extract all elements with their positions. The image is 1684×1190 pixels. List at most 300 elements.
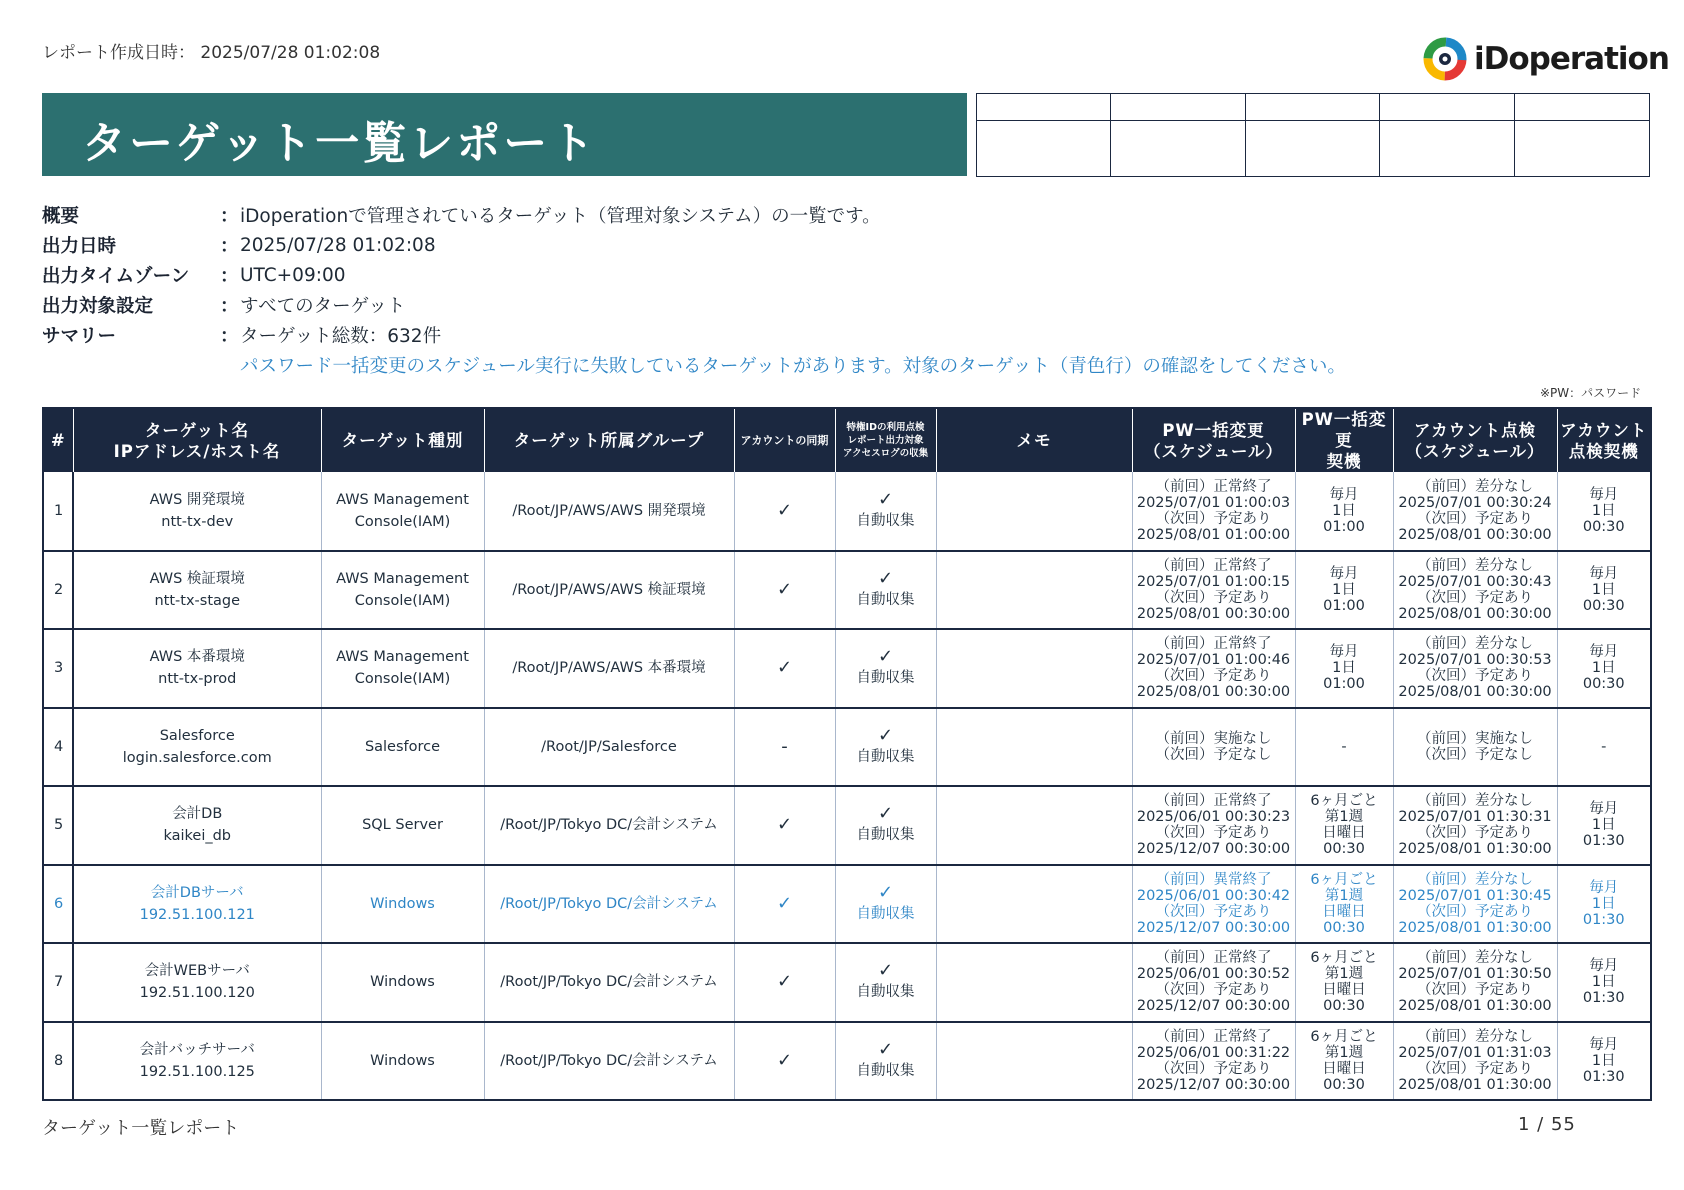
auto-collect-label: 自動収集 bbox=[856, 984, 915, 1001]
schedule-line: 2025/07/01 01:00:03 bbox=[1136, 494, 1291, 511]
cell-pw-trigger bbox=[1295, 551, 1393, 630]
col-header-line: 点検契機 bbox=[1568, 441, 1639, 461]
cell-target-type bbox=[321, 865, 484, 944]
trigger-line: 1日 bbox=[1591, 502, 1616, 519]
cell-target-type bbox=[321, 1022, 484, 1101]
footer-report-title: ターゲット一覧レポート bbox=[42, 1118, 240, 1139]
col-header-target-name bbox=[73, 408, 321, 472]
cell-target-name bbox=[73, 708, 321, 787]
cell-privileged-id bbox=[835, 1022, 936, 1101]
target-type-line: SQL Server bbox=[362, 817, 443, 834]
trigger-line: 6ヶ月ごと bbox=[1310, 871, 1378, 888]
stamp-header-cell bbox=[977, 94, 1111, 121]
target-type-line: AWS Management bbox=[336, 491, 469, 508]
cell-target-group: /Root/JP/AWS/AWS 開発環境 bbox=[484, 472, 734, 551]
trigger-line: 00:30 bbox=[1582, 597, 1625, 614]
cell-privileged-id bbox=[835, 708, 936, 787]
cell-account-sync bbox=[734, 1022, 835, 1101]
target-host: 192.51.100.120 bbox=[139, 985, 255, 1002]
check-icon: ✓ bbox=[877, 881, 894, 903]
col-header-line: アカウント bbox=[1560, 420, 1648, 440]
info-colon: ： bbox=[220, 236, 239, 257]
cell-account-check-trigger bbox=[1557, 943, 1651, 1022]
trigger-line: 01:00 bbox=[1323, 597, 1365, 614]
auto-collect-label: 自動収集 bbox=[856, 512, 915, 529]
trigger-line: 第1週 bbox=[1324, 1044, 1364, 1061]
cell-target-group: /Root/JP/Tokyo DC/会計システム bbox=[484, 943, 734, 1022]
cell-pw-schedule bbox=[1132, 1022, 1295, 1101]
stamp-cell bbox=[1380, 121, 1514, 176]
cell-target-group: /Root/JP/Salesforce bbox=[484, 708, 734, 787]
table-row bbox=[43, 708, 1651, 787]
cell-target-name bbox=[73, 551, 321, 630]
schedule-line: （前回）正常終了 bbox=[1155, 793, 1272, 810]
cell-target-name bbox=[73, 472, 321, 551]
summary-warning: パスワード一括変更のスケジュール実行に失敗しているターゲットがあります。対象のターゲット（青色行）の確認をしてください。 bbox=[240, 356, 1346, 377]
cell-account-check-trigger bbox=[1557, 708, 1651, 787]
info-key: サマリー bbox=[42, 326, 117, 347]
check-icon: ✓ bbox=[776, 578, 793, 600]
report-info-section bbox=[42, 200, 1346, 380]
schedule-line: 2025/07/01 01:30:31 bbox=[1398, 809, 1552, 826]
trigger-line: 第1週 bbox=[1324, 809, 1364, 826]
trigger-line: 第1週 bbox=[1324, 966, 1364, 983]
cell-privileged-id bbox=[835, 865, 936, 944]
trigger-line: 01:30 bbox=[1582, 990, 1625, 1007]
report-title: ターゲット一覧レポート bbox=[82, 118, 598, 169]
approval-stamp-grid bbox=[976, 93, 1650, 177]
schedule-line: （次回）予定あり bbox=[1155, 982, 1272, 999]
target-host: kaikei_db bbox=[163, 828, 232, 845]
info-key: 概要 bbox=[42, 206, 80, 227]
target-name: AWS 開発環境 bbox=[149, 491, 245, 508]
cell-target-group: /Root/JP/Tokyo DC/会計システム bbox=[484, 1022, 734, 1101]
schedule-line: 2025/08/01 01:30:00 bbox=[1398, 841, 1552, 858]
cell-memo bbox=[936, 708, 1132, 787]
col-header-line: PW一括変更 bbox=[1301, 410, 1387, 450]
col-header-account-check-schedule bbox=[1393, 408, 1557, 472]
idoperation-logo bbox=[1420, 34, 1669, 84]
info-key: 出力対象設定 bbox=[42, 296, 154, 317]
trigger-line: 日曜日 bbox=[1322, 903, 1366, 920]
schedule-line: （前回）異常終了 bbox=[1155, 871, 1272, 888]
auto-collect-label: 自動収集 bbox=[856, 748, 915, 765]
target-name: AWS 本番環境 bbox=[149, 649, 245, 666]
target-type-line: Windows bbox=[370, 895, 435, 912]
target-type-line: Windows bbox=[370, 1052, 435, 1069]
schedule-line: （前回）正常終了 bbox=[1155, 636, 1272, 653]
info-colon: ： bbox=[220, 326, 239, 347]
target-type-line: Salesforce bbox=[364, 738, 441, 755]
cell-account-check-trigger bbox=[1557, 786, 1651, 865]
target-type-line: Console(IAM) bbox=[354, 592, 451, 609]
cell-account-check-schedule bbox=[1393, 1022, 1557, 1101]
schedule-line: （次回）予定あり bbox=[1417, 1060, 1533, 1077]
report-created-timestamp bbox=[42, 38, 380, 63]
schedule-line: （次回）予定あり bbox=[1155, 510, 1272, 527]
cell-number: 7 bbox=[43, 943, 73, 1022]
trigger-line: 毎月 bbox=[1589, 486, 1619, 503]
cell-target-type bbox=[321, 472, 484, 551]
cell-memo bbox=[936, 943, 1132, 1022]
logo-ring-icon bbox=[1420, 34, 1470, 84]
col-header-line: （スケジュール） bbox=[1143, 441, 1283, 461]
trigger-line: 毎月 bbox=[1589, 879, 1619, 896]
trigger-line: 01:00 bbox=[1323, 676, 1365, 693]
cell-account-check-schedule bbox=[1393, 865, 1557, 944]
cell-pw-trigger bbox=[1295, 629, 1393, 708]
col-header-line: PW一括変更 bbox=[1162, 420, 1265, 440]
cell-pw-schedule bbox=[1132, 708, 1295, 787]
trigger-line: 毎月 bbox=[1329, 486, 1359, 503]
trigger-line: 00:30 bbox=[1323, 998, 1365, 1015]
cell-pw-trigger bbox=[1295, 1022, 1393, 1101]
schedule-line: 2025/06/01 00:30:52 bbox=[1136, 966, 1291, 983]
info-value: iDoperationで管理されているターゲット（管理対象システム）の一覧です。 bbox=[240, 206, 881, 227]
schedule-line: （前回）差分なし bbox=[1417, 950, 1533, 967]
trigger-line: 毎月 bbox=[1589, 1036, 1619, 1053]
cell-memo bbox=[936, 786, 1132, 865]
cell-number: 1 bbox=[43, 472, 73, 551]
info-colon: ： bbox=[220, 296, 239, 317]
schedule-line: （次回）予定あり bbox=[1155, 903, 1272, 920]
cell-pw-trigger bbox=[1295, 786, 1393, 865]
cell-target-group: /Root/JP/AWS/AWS 本番環境 bbox=[484, 629, 734, 708]
trigger-line: 日曜日 bbox=[1322, 982, 1366, 999]
trigger-line: 1日 bbox=[1332, 581, 1356, 598]
cell-pw-schedule bbox=[1132, 865, 1295, 944]
info-key: 出力タイムゾーン bbox=[42, 266, 190, 287]
check-icon: ✓ bbox=[877, 488, 894, 510]
cell-memo bbox=[936, 865, 1132, 944]
table-row bbox=[43, 1022, 1651, 1101]
trigger-line: 1日 bbox=[1591, 1052, 1616, 1069]
cell-account-sync bbox=[734, 629, 835, 708]
target-host: ntt-tx-stage bbox=[154, 592, 241, 609]
stamp-cell bbox=[977, 121, 1111, 176]
created-value: 2025/07/28 01:02:08 bbox=[200, 43, 381, 63]
cell-account-check-schedule bbox=[1393, 708, 1557, 787]
stamp-header-cell bbox=[1246, 94, 1380, 121]
trigger-line: - bbox=[1341, 738, 1347, 755]
info-value: UTC+09:00 bbox=[240, 264, 346, 286]
target-table-body bbox=[43, 472, 1651, 1100]
trigger-line: 00:30 bbox=[1582, 518, 1625, 535]
trigger-line: 1日 bbox=[1332, 660, 1356, 677]
check-icon: ✓ bbox=[877, 960, 894, 982]
table-row bbox=[43, 472, 1651, 551]
trigger-line: 毎月 bbox=[1589, 644, 1619, 661]
info-key: 出力日時 bbox=[42, 236, 117, 257]
schedule-line: （前回）正常終了 bbox=[1155, 478, 1272, 495]
cell-target-type bbox=[321, 551, 484, 630]
col-header-memo: メモ bbox=[936, 408, 1132, 472]
cell-account-check-trigger bbox=[1557, 551, 1651, 630]
schedule-line: 2025/07/01 01:00:46 bbox=[1136, 652, 1291, 669]
trigger-line: 毎月 bbox=[1589, 801, 1619, 818]
schedule-line: 2025/07/01 01:30:50 bbox=[1398, 966, 1552, 983]
target-host: login.salesforce.com bbox=[122, 749, 272, 766]
schedule-line: （次回）予定あり bbox=[1417, 825, 1533, 842]
trigger-line: 毎月 bbox=[1329, 644, 1359, 661]
stamp-cell bbox=[1246, 121, 1380, 176]
cell-target-type bbox=[321, 786, 484, 865]
cell-account-sync bbox=[734, 943, 835, 1022]
schedule-line: 2025/12/07 00:30:00 bbox=[1136, 919, 1291, 936]
schedule-line: 2025/07/01 01:31:03 bbox=[1398, 1044, 1552, 1061]
cell-number: 8 bbox=[43, 1022, 73, 1101]
schedule-line: （次回）予定なし bbox=[1155, 746, 1272, 763]
schedule-line: （次回）予定あり bbox=[1155, 668, 1272, 685]
schedule-line: 2025/07/01 01:00:15 bbox=[1136, 573, 1291, 590]
stamp-cell bbox=[1111, 121, 1245, 176]
trigger-line: 00:30 bbox=[1582, 676, 1625, 693]
trigger-line: 毎月 bbox=[1589, 565, 1619, 582]
trigger-line: - bbox=[1601, 738, 1607, 755]
table-row bbox=[43, 865, 1651, 944]
schedule-line: 2025/06/01 00:30:23 bbox=[1136, 809, 1291, 826]
col-header-target-type: ターゲット種別 bbox=[321, 408, 484, 472]
target-host: 192.51.100.125 bbox=[139, 1063, 255, 1080]
trigger-line: 1日 bbox=[1591, 895, 1616, 912]
schedule-line: （次回）予定あり bbox=[1155, 1060, 1272, 1077]
cell-account-sync bbox=[734, 786, 835, 865]
schedule-line: （次回）予定あり bbox=[1417, 982, 1533, 999]
schedule-line: 2025/08/01 01:30:00 bbox=[1398, 998, 1552, 1015]
schedule-line: 2025/08/01 00:30:00 bbox=[1398, 684, 1552, 701]
cell-pw-schedule bbox=[1132, 472, 1295, 551]
trigger-line: 第1週 bbox=[1324, 887, 1364, 904]
schedule-line: （前回）正常終了 bbox=[1155, 950, 1272, 967]
check-icon: ✓ bbox=[776, 657, 793, 679]
trigger-line: 01:00 bbox=[1323, 518, 1365, 535]
cell-target-name bbox=[73, 786, 321, 865]
schedule-line: 2025/06/01 00:31:22 bbox=[1136, 1044, 1291, 1061]
cell-target-name bbox=[73, 629, 321, 708]
dash-value: - bbox=[781, 735, 788, 757]
col-header-line: アカウント点検 bbox=[1413, 420, 1537, 440]
cell-target-group: /Root/JP/Tokyo DC/会計システム bbox=[484, 865, 734, 944]
col-header-number: # bbox=[43, 408, 73, 472]
trigger-line: 日曜日 bbox=[1322, 1060, 1366, 1077]
info-row-timezone bbox=[42, 260, 1346, 290]
target-name: 会計WEBサーバ bbox=[144, 963, 250, 980]
schedule-line: （次回）予定あり bbox=[1155, 825, 1272, 842]
cell-pw-trigger bbox=[1295, 472, 1393, 551]
cell-target-type bbox=[321, 943, 484, 1022]
schedule-line: （次回）予定なし bbox=[1417, 746, 1533, 763]
cell-memo bbox=[936, 1022, 1132, 1101]
target-type-line: AWS Management bbox=[336, 649, 469, 666]
schedule-line: 2025/07/01 00:30:43 bbox=[1398, 573, 1552, 590]
cell-target-type bbox=[321, 629, 484, 708]
cell-account-check-trigger bbox=[1557, 1022, 1651, 1101]
target-host: ntt-tx-prod bbox=[158, 671, 237, 688]
col-header-line: 契機 bbox=[1326, 452, 1362, 471]
check-icon: ✓ bbox=[877, 803, 894, 825]
cell-privileged-id bbox=[835, 551, 936, 630]
trigger-line: 毎月 bbox=[1329, 565, 1359, 582]
target-type-line: Console(IAM) bbox=[354, 671, 451, 688]
table-row bbox=[43, 786, 1651, 865]
cell-privileged-id bbox=[835, 943, 936, 1022]
schedule-line: 2025/08/01 00:30:00 bbox=[1398, 526, 1552, 543]
schedule-line: （次回）予定あり bbox=[1417, 903, 1533, 920]
col-header-line: IPアドレス/ホスト名 bbox=[113, 441, 281, 461]
trigger-line: 毎月 bbox=[1589, 958, 1619, 975]
schedule-line: （前回）正常終了 bbox=[1155, 1028, 1272, 1045]
schedule-line: 2025/07/01 01:30:45 bbox=[1398, 887, 1552, 904]
trigger-line: 01:30 bbox=[1582, 1068, 1625, 1085]
cell-account-sync bbox=[734, 551, 835, 630]
cell-number: 3 bbox=[43, 629, 73, 708]
info-colon: ： bbox=[220, 266, 239, 287]
cell-pw-trigger bbox=[1295, 708, 1393, 787]
schedule-line: （前回）差分なし bbox=[1417, 1028, 1533, 1045]
schedule-line: （前回）実施なし bbox=[1417, 730, 1533, 747]
target-type-line: Windows bbox=[370, 974, 435, 991]
schedule-line: （次回）予定あり bbox=[1155, 589, 1272, 606]
pw-abbreviation-note: ※PW：パスワード bbox=[1540, 386, 1642, 400]
col-header-line: （スケジュール） bbox=[1405, 441, 1545, 461]
trigger-line: 6ヶ月ごと bbox=[1310, 793, 1378, 810]
trigger-line: 1日 bbox=[1591, 581, 1616, 598]
col-header-line: ターゲット名 bbox=[144, 420, 250, 440]
cell-account-check-schedule bbox=[1393, 786, 1557, 865]
cell-pw-trigger bbox=[1295, 865, 1393, 944]
cell-account-sync bbox=[734, 865, 835, 944]
cell-privileged-id bbox=[835, 472, 936, 551]
report-title-band bbox=[42, 93, 967, 176]
stamp-header-cell bbox=[1111, 94, 1245, 121]
schedule-line: 2025/08/01 00:30:00 bbox=[1398, 605, 1552, 622]
footer-page-number: 1 / 55 bbox=[1518, 1114, 1576, 1135]
col-header-account-check-trigger bbox=[1557, 408, 1651, 472]
cell-target-name bbox=[73, 943, 321, 1022]
cell-number: 2 bbox=[43, 551, 73, 630]
trigger-line: 1日 bbox=[1591, 660, 1616, 677]
check-icon: ✓ bbox=[877, 724, 894, 746]
trigger-line: 日曜日 bbox=[1322, 825, 1366, 842]
trigger-line: 01:30 bbox=[1582, 833, 1625, 850]
check-icon: ✓ bbox=[776, 499, 793, 521]
auto-collect-label: 自動収集 bbox=[856, 670, 915, 687]
stamp-cell bbox=[1515, 121, 1649, 176]
table-row bbox=[43, 943, 1651, 1022]
auto-collect-label: 自動収集 bbox=[856, 1062, 915, 1079]
trigger-line: 01:30 bbox=[1582, 911, 1625, 928]
schedule-line: （前回）実施なし bbox=[1155, 730, 1272, 747]
schedule-line: （次回）予定あり bbox=[1417, 589, 1533, 606]
schedule-line: 2025/12/07 00:30:00 bbox=[1136, 1076, 1291, 1093]
info-row-summary bbox=[42, 320, 1346, 350]
schedule-line: 2025/12/07 00:30:00 bbox=[1136, 998, 1291, 1015]
schedule-line: （前回）差分なし bbox=[1417, 793, 1533, 810]
cell-privileged-id bbox=[835, 786, 936, 865]
cell-pw-schedule bbox=[1132, 629, 1295, 708]
cell-target-group: /Root/JP/Tokyo DC/会計システム bbox=[484, 786, 734, 865]
cell-account-check-schedule bbox=[1393, 629, 1557, 708]
schedule-line: 2025/07/01 00:30:24 bbox=[1398, 494, 1552, 511]
stamp-header-cell bbox=[1380, 94, 1514, 121]
cell-number: 4 bbox=[43, 708, 73, 787]
trigger-line: 00:30 bbox=[1323, 1076, 1365, 1093]
cell-memo bbox=[936, 551, 1132, 630]
stamp-header-cell bbox=[1515, 94, 1649, 121]
cell-target-type bbox=[321, 708, 484, 787]
cell-account-check-schedule bbox=[1393, 472, 1557, 551]
check-icon: ✓ bbox=[877, 1038, 894, 1060]
schedule-line: 2025/06/01 00:30:42 bbox=[1136, 887, 1291, 904]
auto-collect-label: 自動収集 bbox=[856, 591, 915, 608]
cell-memo bbox=[936, 629, 1132, 708]
schedule-line: 2025/12/07 00:30:00 bbox=[1136, 841, 1291, 858]
col-header-line: レポート出力対象 bbox=[847, 435, 924, 446]
schedule-line: 2025/08/01 01:30:00 bbox=[1398, 919, 1552, 936]
cell-pw-trigger bbox=[1295, 943, 1393, 1022]
trigger-line: 1日 bbox=[1332, 502, 1356, 519]
check-icon: ✓ bbox=[877, 567, 894, 589]
col-header-pw-schedule bbox=[1132, 408, 1295, 472]
target-list-table bbox=[42, 407, 1652, 1101]
col-header-line: アクセスログの収集 bbox=[842, 448, 929, 459]
trigger-line: 1日 bbox=[1591, 817, 1616, 834]
cell-account-check-trigger bbox=[1557, 472, 1651, 551]
table-row bbox=[43, 551, 1651, 630]
target-type-line: Console(IAM) bbox=[354, 513, 451, 530]
schedule-line: 2025/08/01 01:00:00 bbox=[1136, 526, 1291, 543]
cell-account-sync bbox=[734, 708, 835, 787]
trigger-line: 6ヶ月ごと bbox=[1310, 1028, 1378, 1045]
cell-target-name bbox=[73, 865, 321, 944]
schedule-line: 2025/08/01 01:30:00 bbox=[1398, 1076, 1552, 1093]
check-icon: ✓ bbox=[776, 892, 793, 914]
schedule-line: （次回）予定あり bbox=[1417, 668, 1533, 685]
cell-target-group: /Root/JP/AWS/AWS 検証環境 bbox=[484, 551, 734, 630]
target-name: 会計DB bbox=[172, 806, 223, 823]
cell-pw-schedule bbox=[1132, 786, 1295, 865]
schedule-line: （前回）正常終了 bbox=[1155, 557, 1272, 574]
info-value: ターゲット総数：632件 bbox=[240, 326, 442, 347]
target-name: Salesforce bbox=[159, 727, 235, 744]
target-type-line: AWS Management bbox=[336, 570, 469, 587]
cell-memo bbox=[936, 472, 1132, 551]
cell-number: 6 bbox=[43, 865, 73, 944]
schedule-line: 2025/07/01 00:30:53 bbox=[1398, 652, 1552, 669]
schedule-line: 2025/08/01 00:30:00 bbox=[1136, 605, 1291, 622]
cell-target-name bbox=[73, 1022, 321, 1101]
schedule-line: （前回）差分なし bbox=[1417, 636, 1533, 653]
target-host: ntt-tx-dev bbox=[161, 513, 234, 530]
col-header-account-sync: アカウントの同期 bbox=[734, 408, 835, 472]
check-icon: ✓ bbox=[776, 971, 793, 993]
auto-collect-label: 自動収集 bbox=[856, 905, 915, 922]
table-row bbox=[43, 629, 1651, 708]
cell-pw-schedule bbox=[1132, 551, 1295, 630]
cell-privileged-id bbox=[835, 629, 936, 708]
target-name: 会計DBサーバ bbox=[150, 884, 244, 901]
trigger-line: 00:30 bbox=[1323, 919, 1365, 936]
target-name: AWS 検証環境 bbox=[149, 570, 245, 587]
schedule-line: （前回）差分なし bbox=[1417, 557, 1533, 574]
info-colon: ： bbox=[220, 206, 239, 227]
target-host: 192.51.100.121 bbox=[139, 906, 255, 923]
info-row-output-datetime bbox=[42, 230, 1346, 260]
cell-pw-schedule bbox=[1132, 943, 1295, 1022]
cell-number: 5 bbox=[43, 786, 73, 865]
logo-wordmark: iDoperation bbox=[1474, 41, 1669, 77]
col-header-target-group: ターゲット所属グループ bbox=[484, 408, 734, 472]
